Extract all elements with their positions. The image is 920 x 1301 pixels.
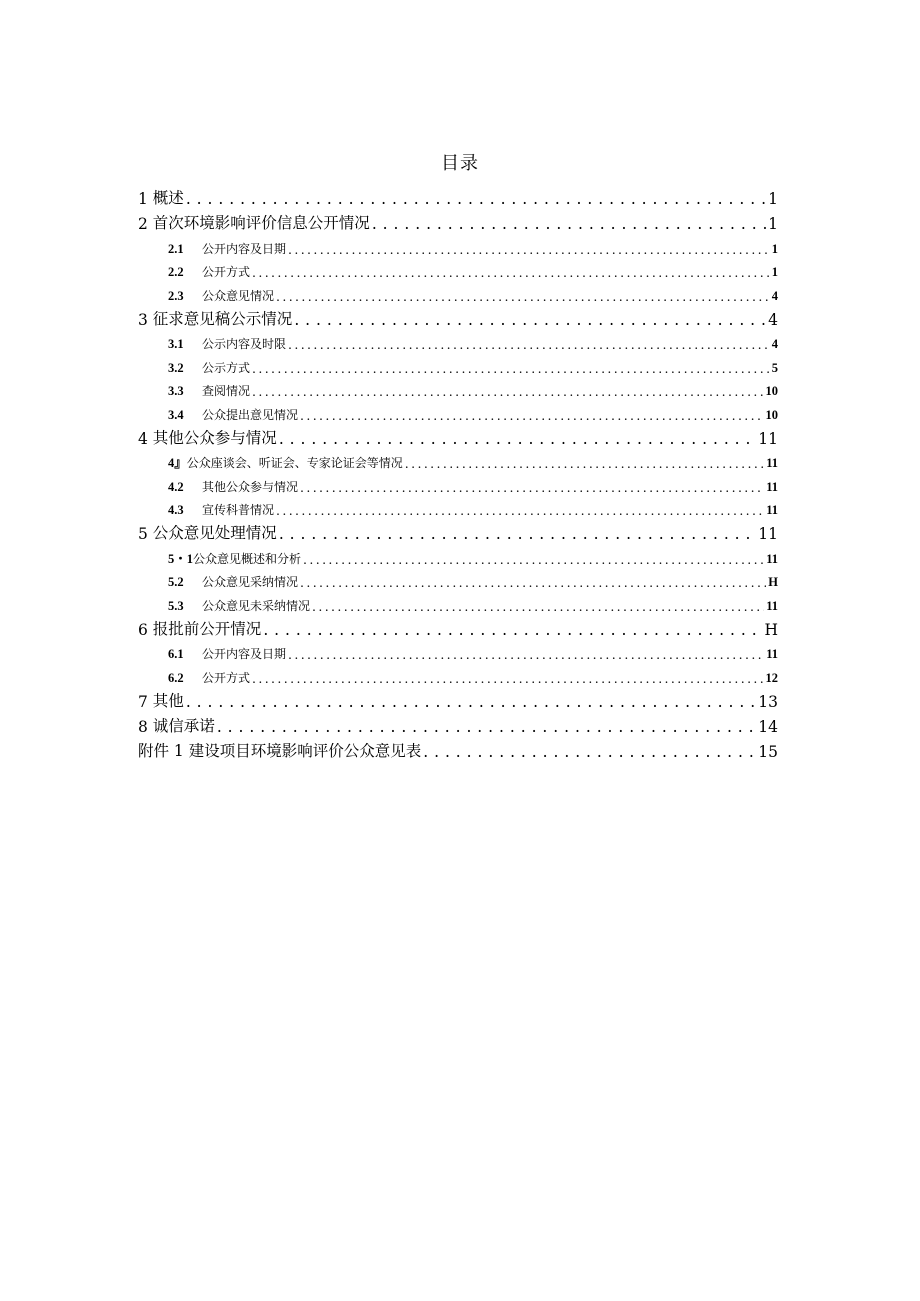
dot-leader [252,363,770,376]
dot-leader [186,695,756,711]
toc-entry[interactable] [138,686,778,711]
toc-entry-page-number: 11 [766,551,778,566]
toc-entry-title: 报批前公开情况 [152,619,262,638]
toc-entry[interactable] [138,662,778,686]
toc-entry-page-number: 12 [765,670,778,685]
toc-entry-number: 3.4 [168,407,184,422]
toc-entry-title: 公开内容及日期 [202,241,287,256]
toc-entry-title: 其他 [152,691,184,710]
toc-entry-number: 3 [138,310,153,329]
toc-entry-number: 5.3 [168,598,184,613]
toc-entry-number: 8 [138,717,153,736]
toc-entry-number: 2 [138,215,153,233]
toc-entry[interactable] [138,423,778,448]
dot-leader [276,291,770,304]
toc-entry-page-number: 4 [771,337,778,351]
dot-leader [252,387,763,400]
toc-entry-title: 首次环境影响评价信息公开情况 [152,214,370,232]
toc-entry-page-number: 13 [758,692,778,711]
toc-entry[interactable] [138,280,778,304]
toc-entry[interactable] [138,471,778,495]
dot-leader [276,506,764,519]
toc-entry-number: 6.1 [168,647,184,661]
dot-leader [288,244,770,257]
dot-leader [288,340,770,353]
toc-entry-number: 3.1 [168,337,184,351]
toc-entry-title: 公众意见处理情况 [152,524,277,542]
toc-entry-number: 7 [138,692,153,711]
toc-entry-number: 4』 [168,456,187,470]
toc-entry-page-number: 10 [765,407,778,422]
dot-leader [372,218,766,234]
toc-entry-number: 5.2 [168,575,184,589]
toc-entry[interactable] [138,304,778,329]
toc-entry[interactable] [138,736,778,761]
toc-entry-title: 公示内容及时限 [202,337,287,351]
toc-entry[interactable] [138,233,778,257]
toc-entry-title: 概述 [152,189,184,207]
toc-entry-page-number: 11 [758,525,778,543]
dot-leader [300,482,764,495]
toc-entry-page-number: 4 [768,310,778,329]
dot-leader [300,410,763,423]
toc-entry-title: 其他公众参与情况 [152,428,277,447]
toc-entry[interactable] [138,590,778,614]
toc-entry-page-number: 11 [766,598,778,613]
toc-entry-page-number: 15 [758,742,778,761]
toc-entry-number: 5 [138,525,153,543]
toc-entry-title: 公众提出意见情况 [202,407,299,422]
toc-entry-title: 公开方式 [202,265,251,279]
toc-entry-number: 4.3 [168,503,184,517]
toc-entry-page-number: H [768,575,778,589]
toc-entry-page-number: 11 [766,647,778,661]
toc-entry-page-number: 1 [771,241,778,256]
toc-title: 目录 [441,153,479,174]
toc-entry-number: 2.3 [168,288,184,303]
toc-entry-title: 公开方式 [202,670,251,685]
dot-leader [312,601,764,614]
toc-entry[interactable] [138,639,778,663]
toc-entry-page-number: 1 [768,190,778,208]
table-of-contents [138,183,778,761]
toc-entry-title: 征求意见稿公示情况 [152,309,293,328]
dot-leader [217,720,756,736]
toc-entry-title: 诚信承诺 [152,716,215,735]
dot-leader [252,673,763,686]
toc-entry-number: 6 [138,620,153,639]
toc-entry-page-number: H [764,620,778,639]
toc-entry-page-number: 11 [766,503,778,517]
toc-entry-page-number: 11 [766,456,778,470]
toc-entry[interactable] [138,376,778,400]
toc-entry-title: 公众意见采纳情况 [202,575,299,589]
toc-entry[interactable] [138,183,778,208]
toc-entry-number: 2.1 [168,241,184,256]
toc-entry-page-number: 1 [768,215,778,233]
dot-leader [279,528,756,544]
toc-entry[interactable] [138,543,778,567]
toc-entry[interactable] [138,495,778,519]
toc-entry-number: 6.2 [168,670,184,685]
toc-entry-page-number: 5 [771,360,778,375]
toc-entry-title: 公众意见概述和分析 [193,551,302,566]
dot-leader [303,554,764,567]
toc-entry[interactable] [138,208,778,233]
toc-entry-number: 4.2 [168,479,184,494]
toc-entry[interactable] [138,352,778,376]
toc-entry[interactable] [138,614,778,639]
toc-entry[interactable] [138,518,778,543]
dot-leader [294,313,766,329]
dot-leader [263,623,762,639]
toc-entry[interactable] [138,399,778,423]
toc-entry-number: 3.3 [168,384,184,398]
toc-entry-number: 5・1 [168,551,194,566]
toc-entry-title: 公众座谈会、听证会、专家论证会等情况 [186,456,403,470]
toc-entry-page-number: 11 [758,429,778,448]
toc-entry-page-number: 14 [758,717,778,736]
dot-leader [186,193,766,209]
toc-entry-number: 4 [138,429,153,448]
toc-entry[interactable] [138,567,778,591]
toc-entry-title: 公示方式 [202,360,251,375]
toc-entry[interactable] [138,448,778,472]
toc-entry-title: 建设项目环境影响评价公众意见表 [188,741,422,760]
dot-leader [300,578,766,591]
dot-leader [405,459,764,472]
dot-leader [423,745,756,761]
toc-entry[interactable] [138,711,778,736]
toc-entry-title: 宣传科普情况 [202,503,275,517]
toc-entry-title: 公众意见未采纳情况 [202,598,311,613]
toc-entry-number: 2.2 [168,265,184,279]
dot-leader [252,268,770,281]
toc-entry-page-number: 11 [766,479,778,494]
toc-entry-title: 公开内容及日期 [202,647,287,661]
toc-entry[interactable] [138,257,778,281]
toc-entry-title: 其他公众参与情况 [202,479,299,494]
dot-leader [288,650,764,663]
toc-entry[interactable] [138,329,778,353]
toc-entry-page-number: 1 [771,265,778,279]
toc-entry-title: 查阅情况 [202,384,251,398]
dot-leader [279,432,756,448]
toc-entry-number: 3.2 [168,360,184,375]
toc-entry-number: 附件 1 [138,741,189,760]
toc-entry-number: 1 [138,190,153,208]
toc-entry-title: 公众意见情况 [202,288,275,303]
toc-entry-page-number: 10 [765,384,778,398]
toc-entry-page-number: 4 [771,288,778,303]
